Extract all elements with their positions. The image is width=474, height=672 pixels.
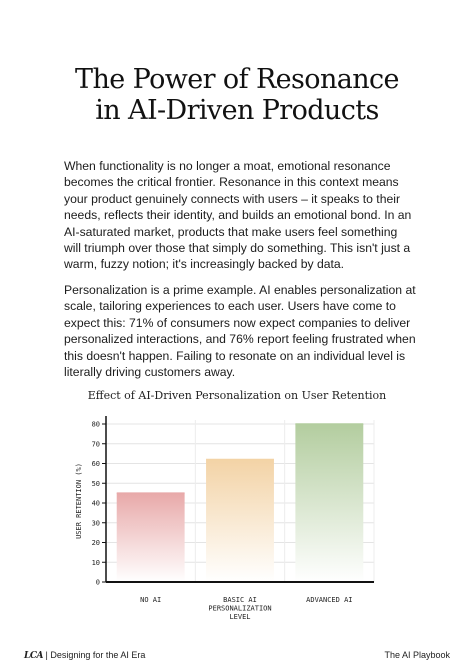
y-tick-label: 60 bbox=[91, 460, 100, 468]
body-paragraph-1: When functionality is no longer a moat, emotional resonance becomes the critical frontier. Resonance in this context means your product genuinely connects with users – it speaks to their needs, reflects their identity, and builds an emotional bond. In an AI-saturated market, products that make users feel something will triumph over those that simply do something. This isn't just a warm, fuzzy notion; it's increasingly backed by data. bbox=[64, 159, 412, 272]
y-tick-label: 40 bbox=[91, 499, 100, 508]
y-axis-label: USER RETENTION (%) bbox=[75, 463, 83, 539]
x-tick-label: PERSONALIZATION bbox=[208, 604, 272, 613]
footer-right: The AI Playbook bbox=[384, 650, 450, 660]
body-paragraph-2: Personalization is a prime example. AI enables personalization at scale, tailoring experiences to each user. Users have come to expect this: 71% of consumers now expect companies to deliver personalized interactions, and 76% report feeling frustrated when this doesn't happen. Failing to resonate on an individual level is literally driving customers away. bbox=[64, 283, 416, 380]
y-tick-label: 10 bbox=[91, 558, 100, 567]
footer-section-label: | Designing for the AI Era bbox=[45, 650, 146, 660]
brand-logo: LCA bbox=[24, 651, 43, 661]
y-tick-label: 0 bbox=[95, 578, 100, 587]
page-title-line-2: in AI-Driven Products bbox=[95, 95, 379, 127]
chart-title: Effect of AI-Driven Personalization on User Retention bbox=[87, 389, 387, 402]
bar bbox=[206, 460, 274, 582]
footer-left bbox=[24, 650, 145, 661]
x-tick-label: BASIC AI bbox=[223, 596, 257, 604]
x-tick-label: ADVANCED AI bbox=[306, 596, 353, 604]
bar bbox=[117, 493, 185, 582]
y-tick-label: 20 bbox=[91, 539, 100, 547]
x-tick-label: LEVEL bbox=[229, 613, 251, 621]
y-tick-label: 50 bbox=[91, 479, 100, 488]
page-title-line-1: The Power of Resonance bbox=[75, 64, 399, 96]
x-tick-label: NO AI bbox=[140, 596, 162, 604]
y-tick-label: 70 bbox=[91, 440, 100, 449]
y-tick-label: 30 bbox=[91, 519, 100, 528]
bar bbox=[295, 424, 363, 582]
y-tick-label: 80 bbox=[91, 420, 100, 429]
